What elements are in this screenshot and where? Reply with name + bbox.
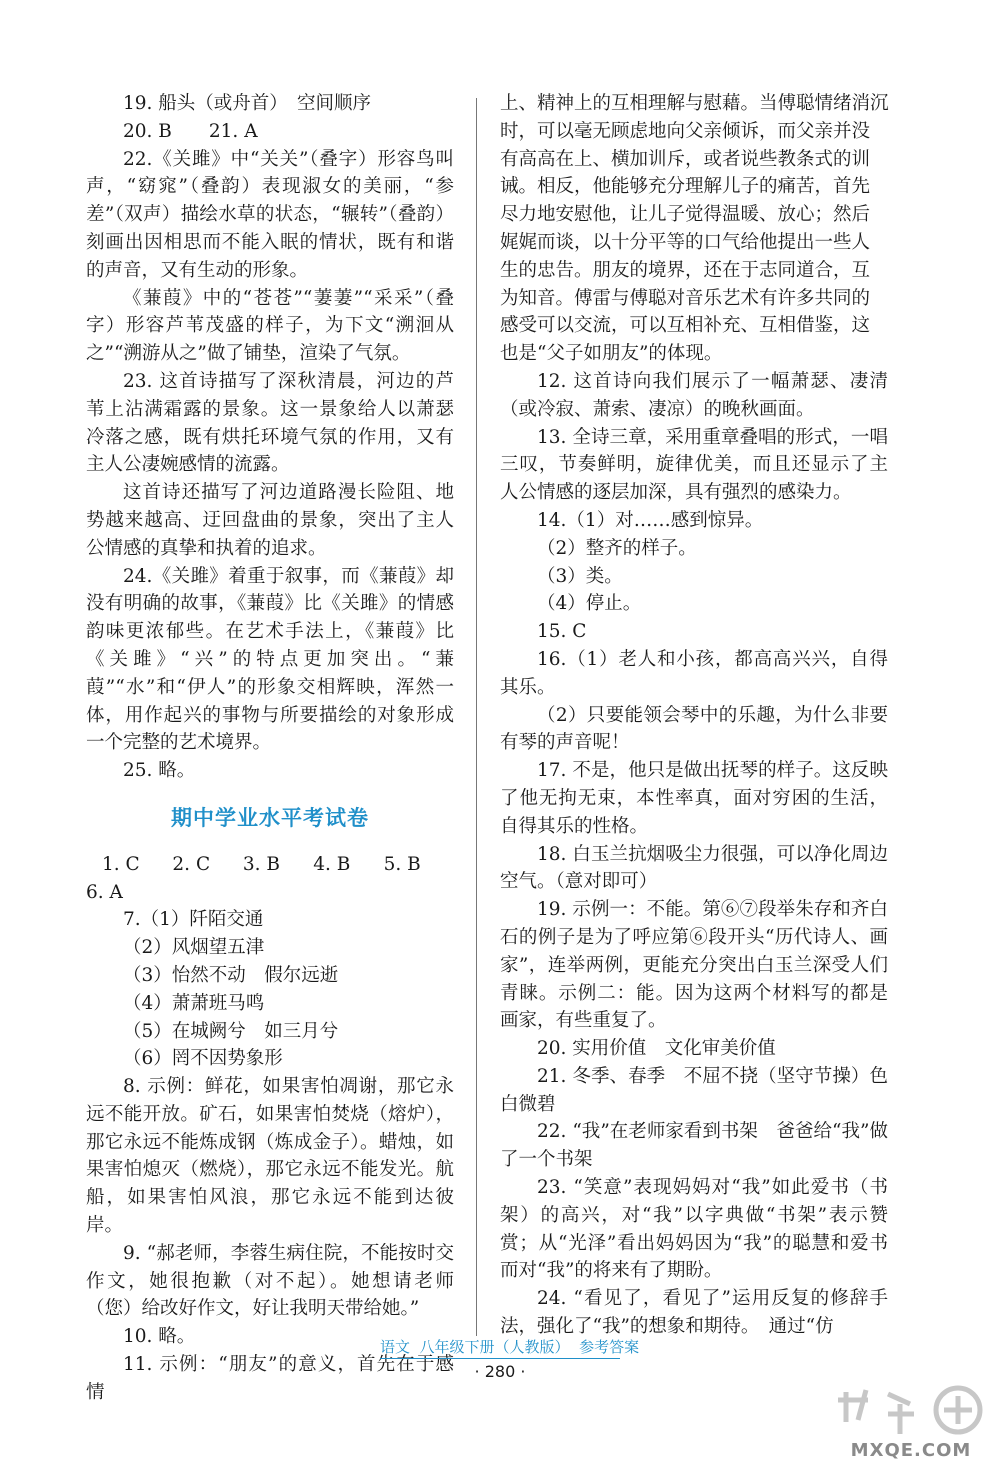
answer-paragraph: 13. 全诗三章，采用重章叠唱的形式，一唱三叹，节奏鲜明，旋律优美，而且还显示了主人公情感的逐层加深，具有强烈的感染力。 bbox=[500, 426, 888, 504]
footer-book-title: 语文 八年级下册（人教版） 参考答案 bbox=[380, 1336, 620, 1359]
answer-paragraph: （6）罔不因势象形 bbox=[123, 1048, 283, 1070]
answer-paragraph: 22. “我”在老师家看到书架 爸爸给“我”做了一个书架 bbox=[500, 1121, 888, 1171]
mc-answer: 5. B bbox=[383, 853, 421, 875]
answer-paragraph: （3）怡然不动 假尔远逝 bbox=[123, 964, 339, 986]
left-answers-after-section bbox=[86, 879, 454, 1407]
watermark-site: MXQE.COM bbox=[850, 1440, 972, 1461]
left-column bbox=[86, 90, 454, 1407]
answer-paragraph: 21. 冬季、春季 不屈不挠（坚守节操）色白微碧 bbox=[500, 1065, 888, 1115]
answer-paragraph: 14.（1）对……感到惊异。 bbox=[537, 509, 764, 531]
answer-paragraph: 这首诗还描写了河边道路漫长险阻、地势越来越高、迂回盘曲的景象，突出了主人公情感的真挚和执着的追求。 bbox=[86, 482, 454, 559]
answer-paragraph: （2）风烟望五津 bbox=[123, 937, 265, 959]
answer-line: 娓娓而谈，以十分平等的口气给他提出一些人 bbox=[500, 231, 871, 253]
answer-paragraph: 6. A bbox=[86, 881, 123, 903]
answer-paragraph: 19. 船头（或舟首） 空间顺序 bbox=[123, 93, 372, 114]
answer-paragraph: 23. 这首诗描写了深秋清晨，河边的芦苇上沾满霜露的景象。这一景象给人以萧瑟冷落之感，既有烘托环境气氛的作用，又有主人公凄婉感情的流露。 bbox=[86, 370, 454, 476]
answer-line: 尽力地安慰他，让儿子觉得温暖、放心；然后 bbox=[500, 204, 871, 226]
right-column bbox=[500, 90, 888, 1341]
column-divider bbox=[476, 98, 477, 1336]
answer-line: 有高高在上、横加训斥，或者说些教条式的训 bbox=[500, 148, 871, 170]
page-number: · 280 · bbox=[474, 1362, 526, 1381]
section-title: 期中学业水平考试卷 bbox=[171, 805, 369, 830]
answer-paragraph: （4）停止。 bbox=[537, 593, 642, 615]
answer-line: 上、精神上的互相理解与慰藉。当傅聪情绪消沉 bbox=[500, 93, 889, 114]
answer-line: 生的忠告。朋友的境界，还在于志同道合，互 bbox=[500, 259, 871, 281]
answer-paragraph: （5）在城阙兮 如三月兮 bbox=[123, 1020, 339, 1042]
answer-paragraph: 12. 这首诗向我们展示了一幅萧瑟、凄清（或冷寂、萧索、凄凉）的晚秋画面。 bbox=[500, 370, 888, 420]
answer-paragraph: （3）类。 bbox=[537, 565, 623, 587]
answer-paragraph: 20. 实用价值 文化审美价值 bbox=[537, 1038, 776, 1060]
answer-paragraph: 8. 示例：鲜花，如果害怕凋谢，那它永远不能开放。矿石，如果害怕焚烧（熔炉），那它永远不能炼成钢（炼成金子）。蜡烛，如果害怕熄灭（燃烧），那它永远不能发光。航船，如果害怕风浪，那它永远不能到达彼岸。 bbox=[86, 1076, 454, 1237]
mc-answer: 3. B bbox=[242, 853, 280, 875]
mc-answer: 1. C bbox=[102, 853, 140, 875]
answer-paragraph: 25. 略。 bbox=[123, 760, 196, 782]
answer-paragraph: （2）只要能领会琴中的乐趣，为什么非要有琴的声音呢！ bbox=[500, 704, 888, 754]
answer-paragraph: 7.（1）阡陌交通 bbox=[123, 909, 264, 931]
answer-paragraph: （2）整齐的样子。 bbox=[537, 537, 697, 559]
answer-paragraph: 23. “笑意”表现妈妈对“我”如此爱书（书架）的高兴，对“我”以字典做“书架”表示赞赏；从“光泽”看出妈妈因为“我”的聪慧和爱书而对“我”的将来有了期盼。 bbox=[500, 1177, 888, 1282]
answer-paragraph: 20. B 21. A bbox=[123, 120, 258, 142]
answer-paragraph: 18. 白玉兰抗烟吸尘力很强，可以净化周边空气。（意对即可） bbox=[500, 843, 888, 893]
answer-paragraph: 19. 示例一：不能。第⑥⑦段举朱存和齐白石的例子是为了呼应第⑥段开头“历代诗人、画家”，连举两例，更能充分突出白玉兰深受人们青睐。示例二：能。因为这两个材料写的都是画家，有些重复了。 bbox=[500, 899, 888, 1032]
answer-paragraph: 9. “郝老师，李蓉生病住院，不能按时交作文，她很抱歉（对不起）。她想请老师（您）给改好作文，好让我明天带给她。” bbox=[86, 1242, 454, 1320]
answer-line: 时，可以毫无顾虑地向父亲倾诉，而父亲并没 bbox=[500, 120, 871, 142]
mc-answer: 2. C bbox=[172, 853, 211, 875]
answer-paragraph: 11. 示例：“朋友”的意义，首先在于感情 bbox=[86, 1354, 454, 1403]
answer-paragraph: 17. 不是，他只是做出抚琴的样子。这反映了他无拘无束，本性率真，面对穷困的生活，自得其乐的性格。 bbox=[500, 760, 888, 837]
answer-paragraph: （4）萧萧班马鸣 bbox=[123, 992, 265, 1014]
answer-paragraph: 《蒹葭》中的“苍苍”“萋萋”“采采”（叠字）形容芦苇茂盛的样子，为下文“溯洄从之”“溯游从之”做了铺垫，渲染了气氛。 bbox=[86, 287, 454, 365]
multiple-choice-row bbox=[86, 851, 454, 879]
answer-paragraph: 15. C bbox=[537, 621, 587, 643]
answer-paragraph: 22.《关雎》中“关关”（叠字）形容鸟叫声，“窈窕”（叠韵）表现淑女的美丽，“参差”（双声）描绘水草的状态，“辗转”（叠韵）刻画出因相思而不能入眠的情状，既有和谐的声音，又有生动的形象。 bbox=[86, 148, 454, 281]
answer-paragraph: 16.（1）老人和小孩，都高高兴兴，自得其乐。 bbox=[500, 648, 888, 698]
left-answers-before-section bbox=[86, 90, 454, 785]
answer-paragraph: 24. “看见了，看见了”运用反复的修辞手法，强化了“我”的想象和期待。 通过“仿 bbox=[500, 1288, 888, 1338]
answer-paragraph: 10. 略。 bbox=[123, 1326, 196, 1348]
answer-line: 感受可以交流，可以互相补充、互相借鉴，这 bbox=[500, 315, 871, 337]
answer-paragraph: 24.《关雎》着重于叙事，而《蒹葭》却没有明确的故事，《蒹葭》比《关雎》的情感韵味更浓郁些。在艺术手法上，《蒹葭》比《关雎》“兴”的特点更加突出。“蒹葭”“水”和“伊人”的形象交相辉映，浑然一体，用作起兴的事物与所要描绘的对象形成一个完整的艺术境界。 bbox=[86, 565, 454, 754]
answer-line: 也是“父子如朋友”的体现。 bbox=[500, 343, 723, 365]
answer-line: 为知音。傅雷与傅聪对音乐艺术有许多共同的 bbox=[500, 287, 871, 309]
answer-line: 诫。相反，他能够充分理解儿子的痛苦，首先 bbox=[500, 176, 871, 198]
mc-answer: 4. B bbox=[313, 853, 351, 875]
